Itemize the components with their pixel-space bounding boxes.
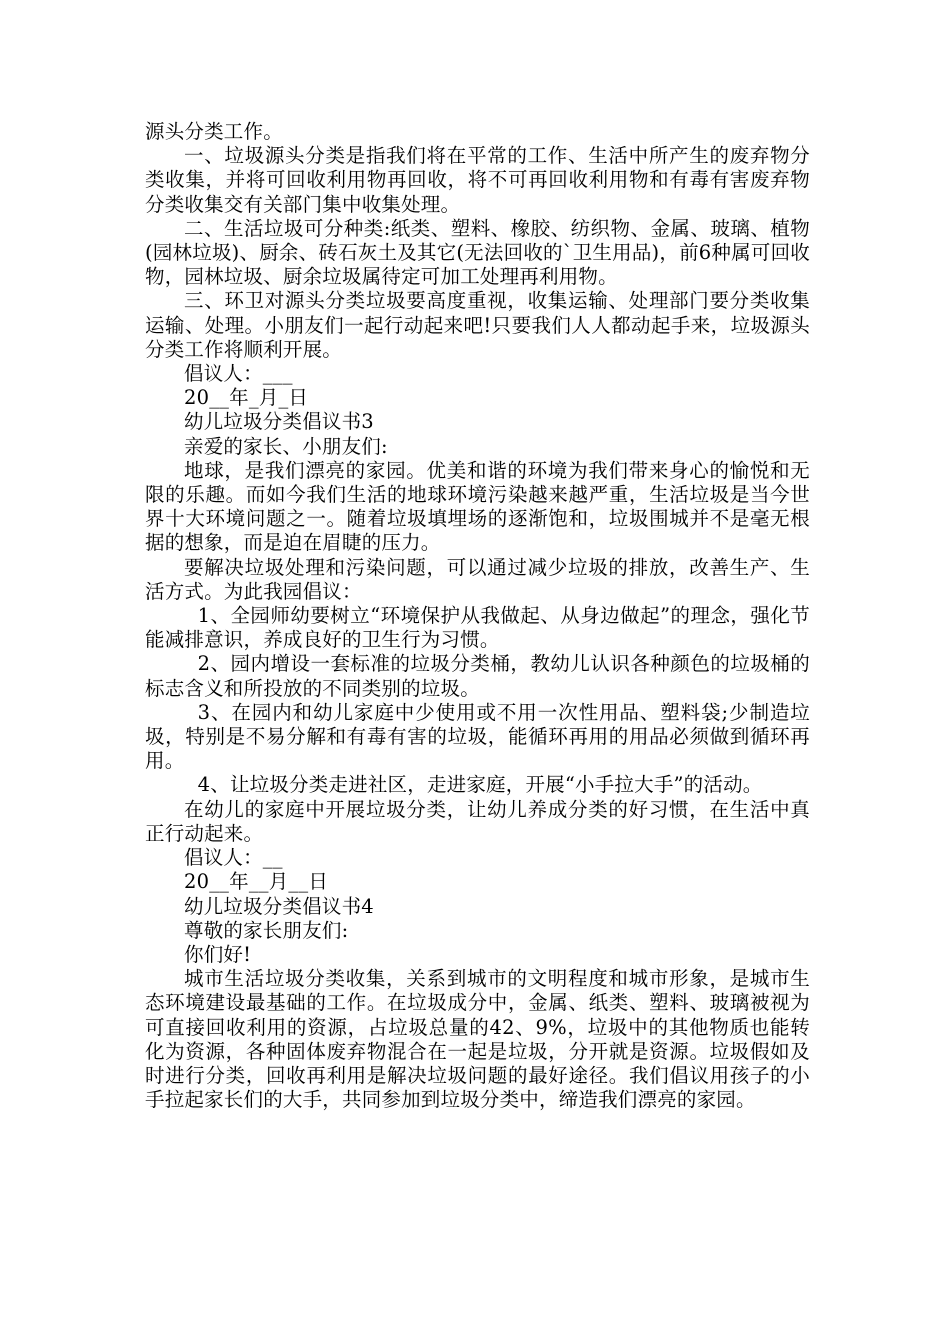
proposal-item-4: 4、让垃圾分类走进社区，走进家庭，开展“小手拉大手”的活动。	[197, 773, 763, 797]
paragraph-city-garbage: 城市生活垃圾分类收集，关系到城市的文明程度和城市形象，是城市生态环境建设最基础的工作。在垃圾成分中，金属、纸类、塑料、玻璃被视为可直接回收利用的资源，占垃圾总量的42、9%，垃圾中的其他物质也能转化为资源，各种固体废弃物混合在一起是垃圾，分开就是资源。垃圾假如及时进行分类，回收再利用是解决垃圾问题的最好途径。我们倡议用孩子的小手拉起家长们的大手，共同参加到垃圾分类中，缔造我们漂亮的家园。	[145, 967, 810, 1112]
paragraph-sanitation: 三、环卫对源头分类垃圾要高度重视，收集运输、处理部门要分类收集运输、处理。小朋友们一起行动起来吧!只要我们人人都动起手来，垃圾源头分类工作将顺利开展。	[145, 289, 810, 361]
date-line-1: 20__年_月_日	[184, 386, 309, 410]
proposal-item-1: 1、全园师幼要树立“环境保护从我做起、从身边做起”的理念，强化节能减排意识，养成良好的卫生行为习惯。	[145, 604, 810, 652]
paragraph-proposal-intro: 要解决垃圾处理和污染问题，可以通过减少垃圾的排放，改善生产、生活方式。为此我园倡议：	[145, 555, 810, 603]
date-line-2: 20__年__月__日	[184, 870, 329, 894]
paragraph-home-sorting: 在幼儿的家庭中开展垃圾分类，让幼儿养成分类的好习惯，在生活中真正行动起来。	[145, 797, 810, 845]
proposal-item-2: 2、园内增设一套标准的垃圾分类桶，教幼儿认识各种颜色的垃圾桶的标志含义和所投放的不同类别的垃圾。	[145, 652, 810, 700]
paragraph-source-sorting-definition: 一、垃圾源头分类是指我们将在平常的工作、生活中所产生的废弃物分类收集，并将可回收利用物再回收，将不可再回收利用物和有毒有害废弃物分类收集交有关部门集中收集处理。	[145, 144, 810, 216]
proposal-item-3: 3、在园内和幼儿家庭中少使用或不用一次性用品、塑料袋;少制造垃圾，特别是不易分解和有毒有害的垃圾，能循环再用的用品必须做到循环再用。	[145, 700, 810, 773]
paragraph-earth: 地球，是我们漂亮的家园。优美和谐的环境为我们带来身心的愉悦和无限的乐趣。而如今我们生活的地球环境污染越来越严重，生活垃圾是当今世界十大环境问题之一。随着垃圾填埋场的逐渐饱和，垃圾围城并不是毫无根据的想象，而是迫在眉睫的压力。	[145, 458, 810, 555]
document-page	[145, 120, 810, 1112]
salutation-3: 亲爱的家长、小朋友们:	[184, 434, 388, 458]
greeting: 你们好!	[184, 942, 252, 966]
signature-line-1: 倡议人：___	[184, 362, 293, 386]
signature-line-2: 倡议人：__	[184, 846, 283, 870]
paragraph-garbage-types: 二、生活垃圾可分种类:纸类、塑料、橡胶、纺织物、金属、玻璃、植物(园林垃圾)、厨余、砖石灰土及其它(无法回收的`卫生用品)，前6种属可回收物，园林垃圾、厨余垃圾属待定可加工处理再利用物。	[145, 216, 810, 289]
paragraph-continuation: 源头分类工作。	[145, 120, 283, 143]
section-title-3: 幼儿垃圾分类倡议书3	[184, 410, 374, 434]
salutation-4: 尊敬的家长朋友们:	[184, 918, 349, 942]
section-title-4: 幼儿垃圾分类倡议书4	[184, 894, 374, 918]
